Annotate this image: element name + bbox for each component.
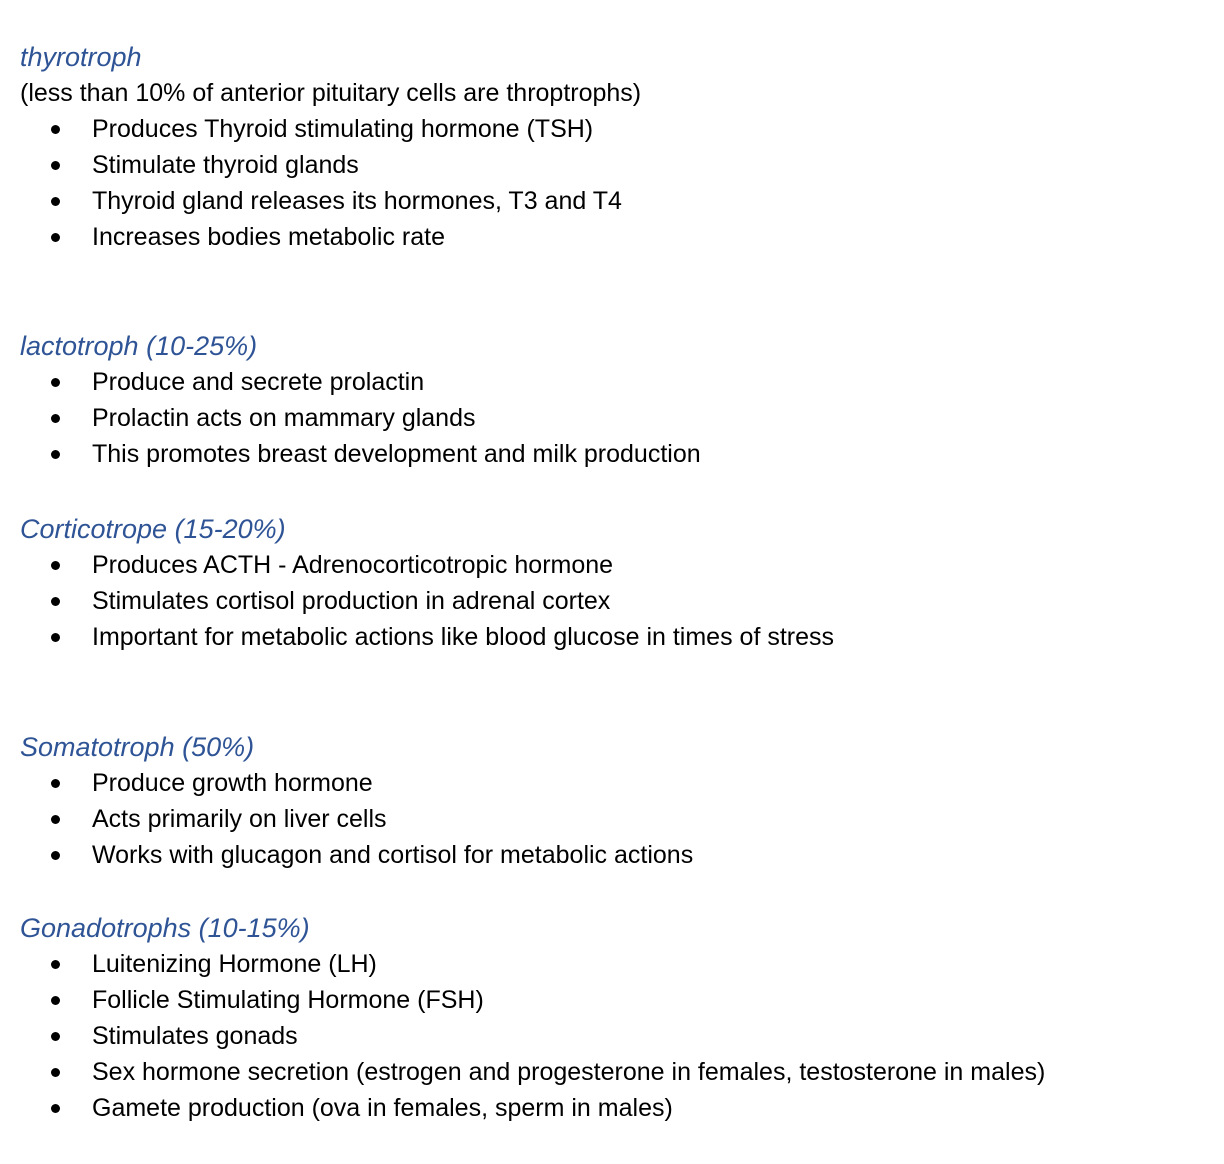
list-item-text: Works with glucagon and cortisol for metabolic actions xyxy=(92,841,694,869)
section-corticotrope xyxy=(20,511,1214,655)
list-item-text: Stimulates cortisol production in adrenal cortex xyxy=(92,587,611,615)
bullet-icon xyxy=(51,851,60,860)
section-thyrotroph xyxy=(20,39,1214,255)
list-item xyxy=(20,982,1214,1018)
bullet-list xyxy=(20,111,1214,255)
bullet-icon xyxy=(51,597,60,606)
list-item xyxy=(20,183,1214,219)
list-item-text: Produce and secrete prolactin xyxy=(92,368,425,396)
list-item-text: Produces Thyroid stimulating hormone (TSH) xyxy=(92,115,594,143)
list-item-text: This promotes breast development and milk production xyxy=(92,440,701,468)
bullet-icon xyxy=(51,815,60,824)
list-item xyxy=(20,1054,1214,1090)
list-item xyxy=(20,111,1214,147)
list-item-text: Prolactin acts on mammary glands xyxy=(92,404,476,432)
bullet-icon xyxy=(51,233,60,242)
list-item-text: Thyroid gland releases its hormones, T3 and T4 xyxy=(92,187,622,215)
list-item xyxy=(20,219,1214,255)
bullet-icon xyxy=(51,197,60,206)
list-item-text: Produce growth hormone xyxy=(92,769,373,797)
list-item-text: Follicle Stimulating Hormone (FSH) xyxy=(92,986,484,1014)
list-item xyxy=(20,583,1214,619)
list-item-text: Luitenizing Hormone (LH) xyxy=(92,950,377,978)
section-title: lactotroph (10-25%) xyxy=(20,331,258,361)
list-item xyxy=(20,147,1214,183)
list-item xyxy=(20,400,1214,436)
list-item xyxy=(20,364,1214,400)
section-title: Gonadotrophs (10-15%) xyxy=(20,913,310,943)
bullet-list xyxy=(20,946,1214,1126)
section-title: Somatotroph (50%) xyxy=(20,732,255,762)
section-gonadotrophs xyxy=(20,910,1214,1126)
section-somatotroph xyxy=(20,729,1214,873)
list-item xyxy=(20,1018,1214,1054)
bullet-icon xyxy=(51,633,60,642)
section-note: (less than 10% of anterior pituitary cells are throptrophs) xyxy=(20,79,642,107)
list-item xyxy=(20,619,1214,655)
bullet-list xyxy=(20,364,1214,472)
bullet-icon xyxy=(51,161,60,170)
list-item xyxy=(20,765,1214,801)
bullet-list xyxy=(20,765,1214,873)
list-item-text: Acts primarily on liver cells xyxy=(92,805,387,833)
list-item-text: Produces ACTH - Adrenocorticotropic hormone xyxy=(92,551,614,579)
bullet-icon xyxy=(51,960,60,969)
list-item-text: Gamete production (ova in females, sperm in males) xyxy=(92,1094,673,1122)
list-item xyxy=(20,436,1214,472)
list-item xyxy=(20,946,1214,982)
list-item xyxy=(20,837,1214,873)
bullet-icon xyxy=(51,779,60,788)
bullet-icon xyxy=(51,125,60,134)
bullet-icon xyxy=(51,1104,60,1113)
bullet-icon xyxy=(51,1068,60,1077)
bullet-icon xyxy=(51,414,60,423)
section-title: Corticotrope (15-20%) xyxy=(20,514,286,544)
bullet-list xyxy=(20,547,1214,655)
list-item-text: Stimulates gonads xyxy=(92,1022,298,1050)
list-item xyxy=(20,801,1214,837)
bullet-icon xyxy=(51,561,60,570)
bullet-icon xyxy=(51,996,60,1005)
bullet-icon xyxy=(51,378,60,387)
list-item-text: Important for metabolic actions like blood glucose in times of stress xyxy=(92,623,835,651)
list-item-text: Stimulate thyroid glands xyxy=(92,151,359,179)
section-title: thyrotroph xyxy=(20,42,142,72)
section-lactotroph xyxy=(20,328,1214,472)
bullet-icon xyxy=(51,450,60,459)
list-item xyxy=(20,547,1214,583)
list-item xyxy=(20,1090,1214,1126)
list-item-text: Increases bodies metabolic rate xyxy=(92,223,445,251)
bullet-icon xyxy=(51,1032,60,1041)
list-item-text: Sex hormone secretion (estrogen and progesterone in females, testosterone in males) xyxy=(92,1058,1046,1086)
